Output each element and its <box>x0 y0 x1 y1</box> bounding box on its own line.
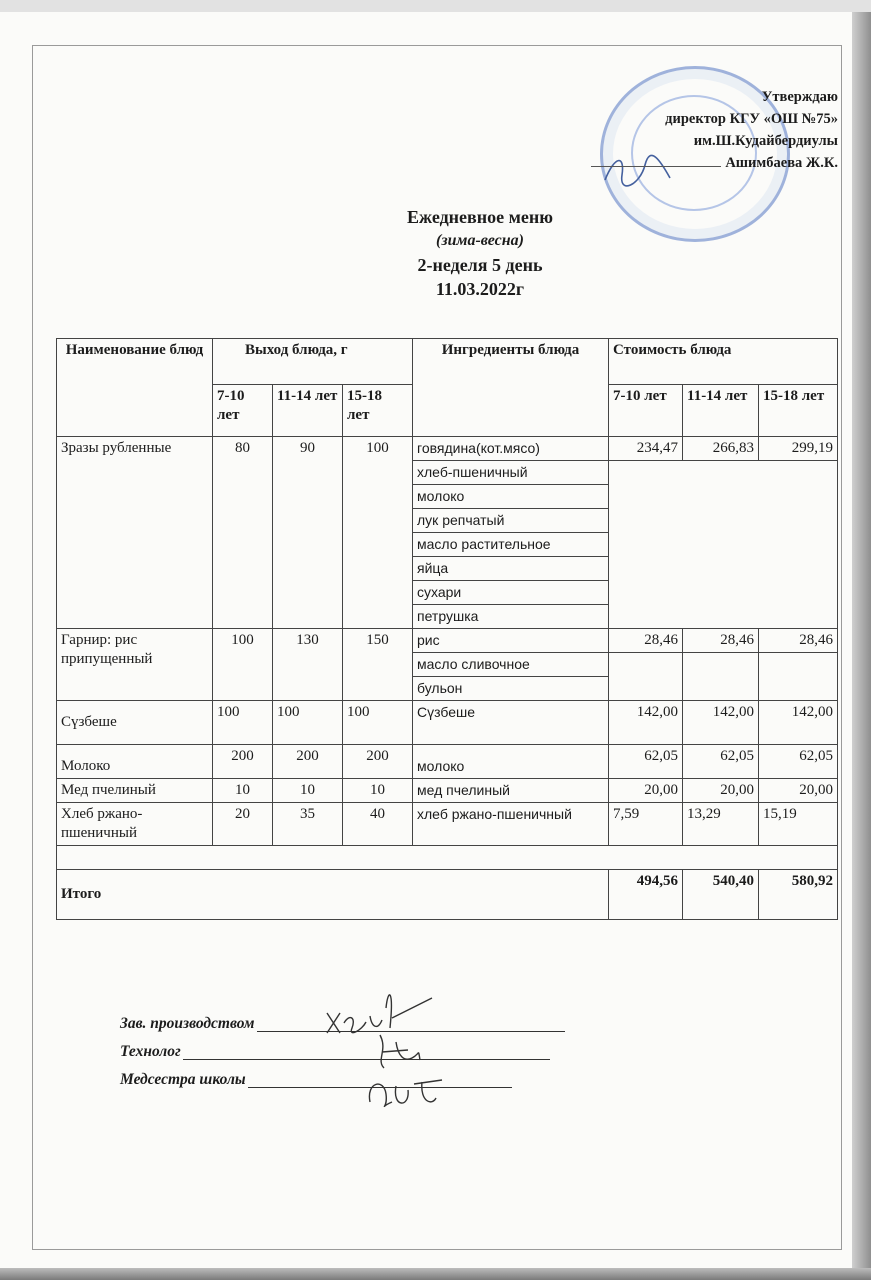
total-cost: 540,40 <box>683 870 759 920</box>
dish-yield: 90 <box>273 437 343 629</box>
total-label: Итого <box>57 870 609 920</box>
dish-cost: 142,00 <box>759 701 838 745</box>
ingredient: мед пчелиный <box>413 779 609 803</box>
ingredient: сухари <box>413 581 609 605</box>
dish-cost: 266,83 <box>683 437 759 461</box>
dish-cost: 28,46 <box>759 629 838 653</box>
header-cost-age-11-14: 11-14 лет <box>683 385 759 437</box>
ingredient: хлеб ржано-пшеничный <box>413 803 609 846</box>
table-total-row <box>57 870 838 920</box>
total-cost: 494,56 <box>609 870 683 920</box>
empty-cost-cell <box>683 653 759 701</box>
dish-name: Мед пчелиный <box>57 779 213 803</box>
signature-line <box>183 1043 550 1060</box>
header-cost-age-7-10: 7-10 лет <box>609 385 683 437</box>
dish-yield: 100 <box>343 437 413 629</box>
table-spacer-row <box>57 846 838 870</box>
dish-name: Зразы рубленные <box>57 437 213 629</box>
header-yield-age-7-10: 7-10 лет <box>213 385 273 437</box>
ingredient: масло растительное <box>413 533 609 557</box>
dish-cost: 299,19 <box>759 437 838 461</box>
ingredient: молоко <box>413 745 609 779</box>
nurse-signature <box>362 1072 452 1112</box>
header-dish-name: Наименование блюд <box>57 339 213 437</box>
dish-cost: 20,00 <box>609 779 683 803</box>
dish-yield: 150 <box>343 629 413 701</box>
dish-cost: 20,00 <box>759 779 838 803</box>
menu-week-day: 2-неделя 5 день <box>417 255 543 275</box>
ingredient: рис <box>413 629 609 653</box>
ingredient: хлеб-пшеничный <box>413 461 609 485</box>
ingredient: говядина(кот.мясо) <box>413 437 609 461</box>
dish-cost: 15,19 <box>759 803 838 846</box>
dish-yield: 35 <box>273 803 343 846</box>
dish-yield: 10 <box>213 779 273 803</box>
table-header-row <box>57 339 838 385</box>
technologist-signature <box>368 1030 428 1075</box>
dish-cost: 62,05 <box>683 745 759 779</box>
header-yield: Выход блюда, г <box>213 339 413 385</box>
dish-cost: 62,05 <box>759 745 838 779</box>
dish-yield: 10 <box>273 779 343 803</box>
header-cost-age-15-18: 15-18 лет <box>759 385 838 437</box>
ingredient: лук репчатый <box>413 509 609 533</box>
approval-line-1: Утверждаю <box>761 89 838 105</box>
dish-yield: 80 <box>213 437 273 629</box>
approval-signature-line <box>591 166 721 167</box>
production-signature <box>322 978 442 1038</box>
empty-cost-cell <box>609 653 683 701</box>
dish-yield: 200 <box>273 745 343 779</box>
menu-season: (зима-весна) <box>436 232 524 249</box>
table-row <box>57 437 838 461</box>
dish-cost: 13,29 <box>683 803 759 846</box>
table-row <box>57 803 838 846</box>
table-row <box>57 779 838 803</box>
total-cost: 580,92 <box>759 870 838 920</box>
table-row <box>57 745 838 779</box>
signature-label-production: Зав. производством <box>120 1015 255 1032</box>
dish-yield: 130 <box>273 629 343 701</box>
signature-label-nurse: Медсестра школы <box>120 1071 246 1088</box>
empty-row-cell <box>57 846 838 870</box>
approval-line-3: им.Ш.Кудайбердиулы <box>693 133 838 149</box>
dish-name: Молоко <box>57 745 213 779</box>
header-cost: Стоимость блюда <box>609 339 838 385</box>
empty-cost-cell <box>609 461 838 629</box>
dish-name: Хлеб ржано-пшеничный <box>57 803 213 846</box>
dish-yield: 100 <box>213 629 273 701</box>
dish-cost: 142,00 <box>609 701 683 745</box>
dish-name: Гарнир: рис припущенный <box>57 629 213 701</box>
dish-cost: 28,46 <box>683 629 759 653</box>
dish-yield: 10 <box>343 779 413 803</box>
dish-yield: 100 <box>213 701 273 745</box>
signature-label-technologist: Технолог <box>120 1043 181 1060</box>
menu-date: 11.03.2022г <box>435 279 525 299</box>
dish-cost: 28,46 <box>609 629 683 653</box>
scan-edge-right <box>852 12 871 1280</box>
menu-title-block <box>270 205 690 301</box>
dish-cost: 142,00 <box>683 701 759 745</box>
ingredient: петрушка <box>413 605 609 629</box>
approval-line-2: директор КГУ «ОШ №75» <box>665 111 838 127</box>
dish-cost: 62,05 <box>609 745 683 779</box>
header-ingredients: Ингредиенты блюда <box>413 339 609 437</box>
dish-yield: 200 <box>343 745 413 779</box>
ingredient: масло сливочное <box>413 653 609 677</box>
approval-block <box>558 86 838 174</box>
ingredient: яйца <box>413 557 609 581</box>
dish-yield: 40 <box>343 803 413 846</box>
dish-yield: 20 <box>213 803 273 846</box>
menu-table <box>56 338 838 920</box>
dish-yield: 200 <box>213 745 273 779</box>
empty-cost-cell <box>759 653 838 701</box>
dish-cost: 234,47 <box>609 437 683 461</box>
scan-edge-bottom <box>0 1268 871 1280</box>
ingredient: молоко <box>413 485 609 509</box>
dish-yield: 100 <box>343 701 413 745</box>
menu-title: Ежедневное меню <box>407 207 553 227</box>
dish-cost: 7,59 <box>609 803 683 846</box>
table-row <box>57 629 838 653</box>
ingredient: бульон <box>413 677 609 701</box>
dish-name: Сүзбеше <box>57 701 213 745</box>
approval-line-4: Ашимбаева Ж.К. <box>725 155 838 171</box>
dish-yield: 100 <box>273 701 343 745</box>
header-yield-age-11-14: 11-14 лет <box>273 385 343 437</box>
table-row <box>57 701 838 745</box>
header-yield-age-15-18: 15-18 лет <box>343 385 413 437</box>
dish-cost: 20,00 <box>683 779 759 803</box>
ingredient: Сүзбеше <box>413 701 609 745</box>
